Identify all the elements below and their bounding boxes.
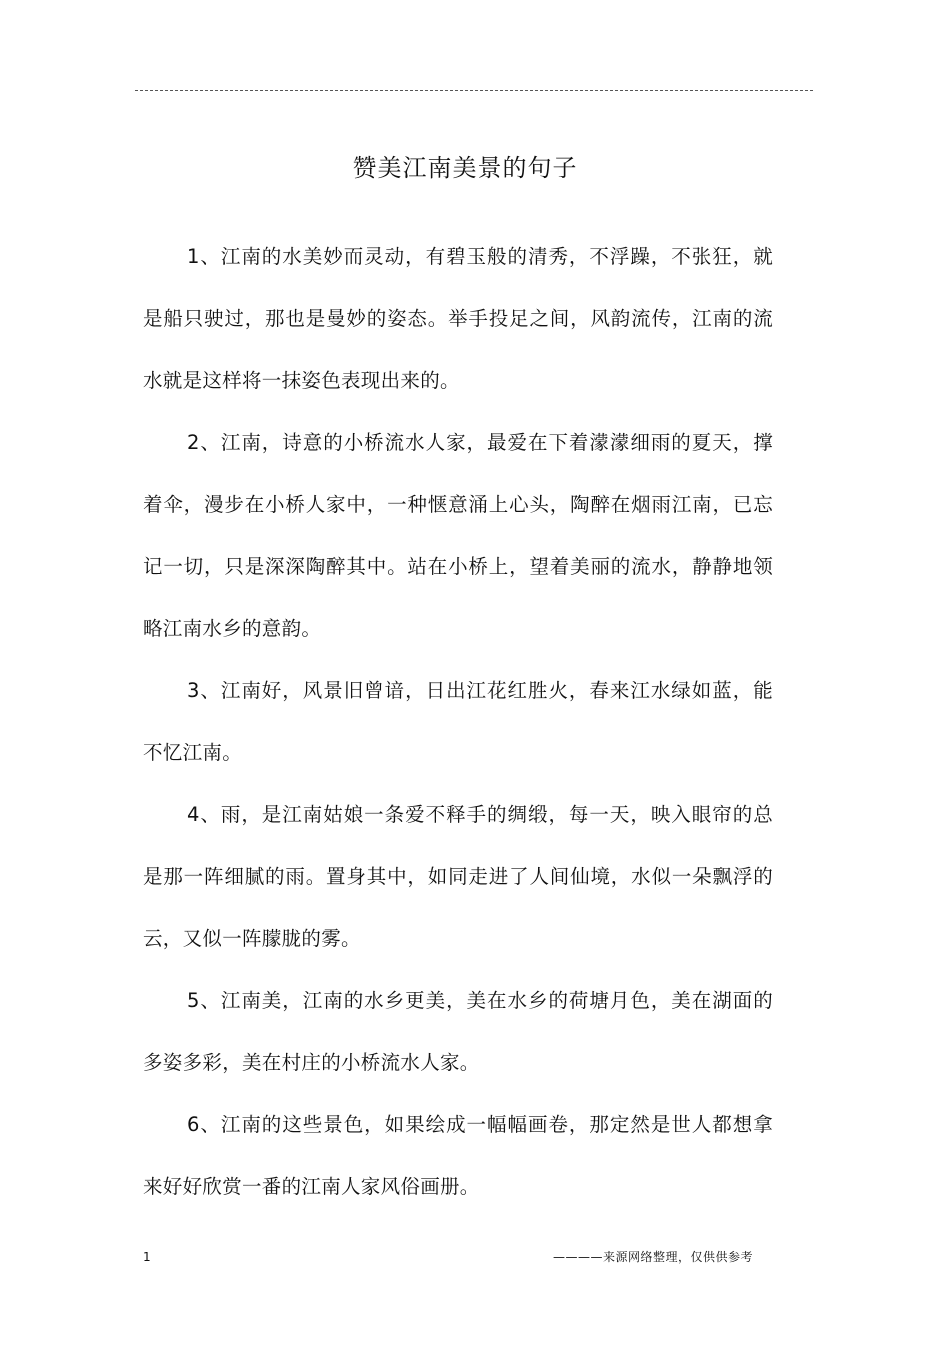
page-number: 1 (143, 1250, 151, 1264)
header-divider (135, 90, 813, 91)
paragraph-3: 3、江南好，风景旧曾谙，日出江花红胜火，春来江水绿如蓝，能不忆江南。 (143, 679, 773, 764)
paragraph-4: 4、雨，是江南姑娘一条爱不释手的绸缎，每一天，映入眼帘的总是那一阵细腻的雨。置身其中，如同走进了人间仙境，水似一朵飘浮的云，又似一阵朦胧的雾。 (143, 803, 773, 950)
document-title: 赞美江南美景的句子 (352, 154, 578, 182)
paragraph-5: 5、江南美，江南的水乡更美，美在水乡的荷塘月色，美在湖面的多姿多彩，美在村庄的小桥流水人家。 (143, 989, 773, 1074)
document-body (143, 226, 773, 1218)
paragraph-6: 6、江南的这些景色，如果绘成一幅幅画卷，那定然是世人都想拿来好好欣赏一番的江南人家风俗画册。 (143, 1113, 773, 1198)
paragraph-2: 2、江南，诗意的小桥流水人家，最爱在下着濛濛细雨的夏天，撑着伞，漫步在小桥人家中，一种惬意涌上心头，陶醉在烟雨江南，已忘记一切，只是深深陶醉其中。站在小桥上，望着美丽的流水，静静地领略江南水乡的意韵。 (143, 431, 773, 640)
footer-note: ————来源网络整理，仅供供参考 (552, 1250, 753, 1264)
paragraph-1: 1、江南的水美妙而灵动，有碧玉般的清秀，不浮躁，不张狂，就是船只驶过，那也是曼妙的姿态。举手投足之间，风韵流传，江南的流水就是这样将一抹姿色表现出来的。 (143, 245, 773, 392)
